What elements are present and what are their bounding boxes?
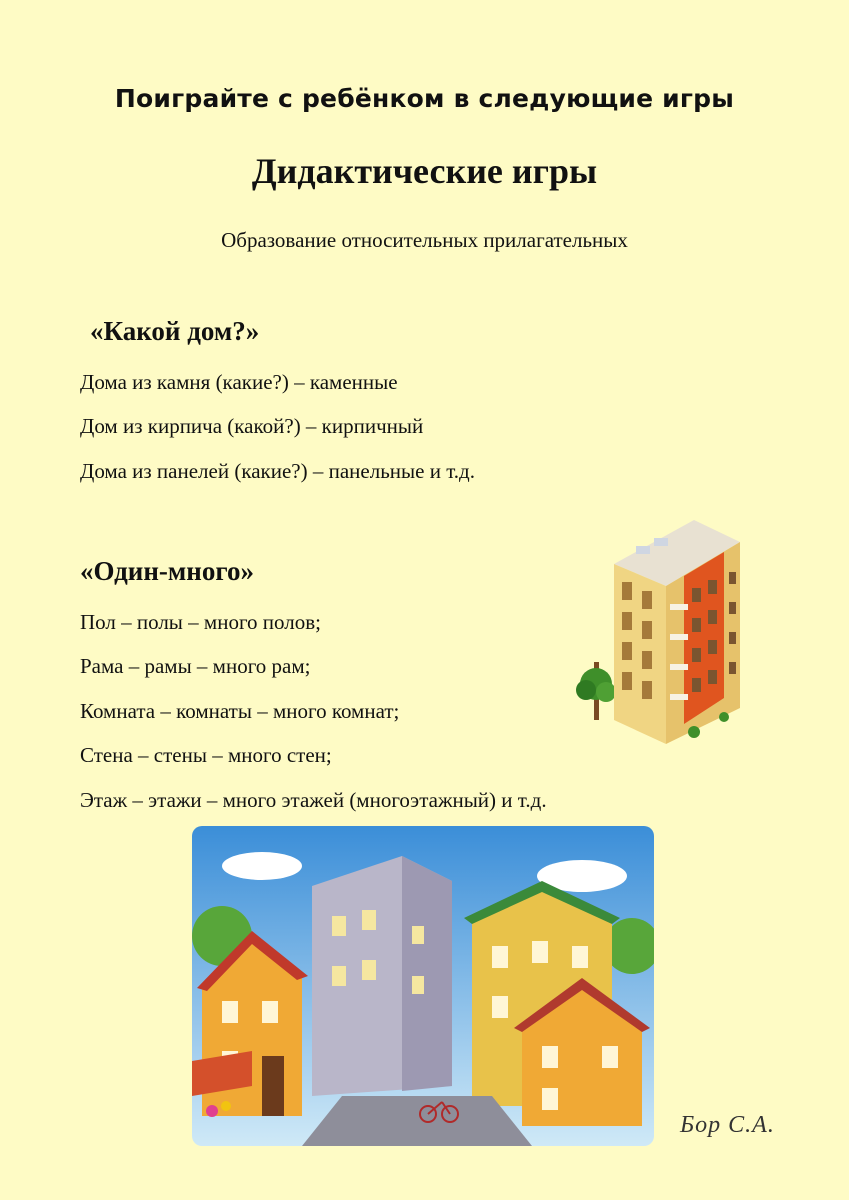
apartment-building-illustration <box>574 512 754 752</box>
game2-line-1: Пол – полы – много полов; <box>80 610 321 634</box>
game2-line-2: Рама – рамы – много рам; <box>80 654 311 678</box>
town-street-illustration <box>192 826 654 1146</box>
game1-line-1: Дома из камня (какие?) – каменные <box>80 370 398 394</box>
page-title: Поиграйте с ребёнком в следующие игры <box>114 84 735 113</box>
topic-caption: Образование относительных прилагательных <box>221 228 628 252</box>
game2-line-4: Стена – стены – много стен; <box>80 743 332 767</box>
game-title-kakoy-dom: «Какой дом?» <box>90 316 260 346</box>
author-signature: Бор С.А. <box>680 1112 775 1138</box>
section-title: Дидактические игры <box>251 151 598 191</box>
game2-line-5: Этаж – этажи – много этажей (многоэтажный) и т.д. <box>80 788 547 812</box>
game1-line-3: Дома из панелей (какие?) – панельные и т.д. <box>80 459 475 483</box>
game2-line-3: Комната – комнаты – много комнат; <box>80 699 400 723</box>
game-title-odin-mnogo: «Один-много» <box>80 556 254 586</box>
game1-line-2: Дом из кирпича (какой?) – кирпичный <box>80 414 424 438</box>
